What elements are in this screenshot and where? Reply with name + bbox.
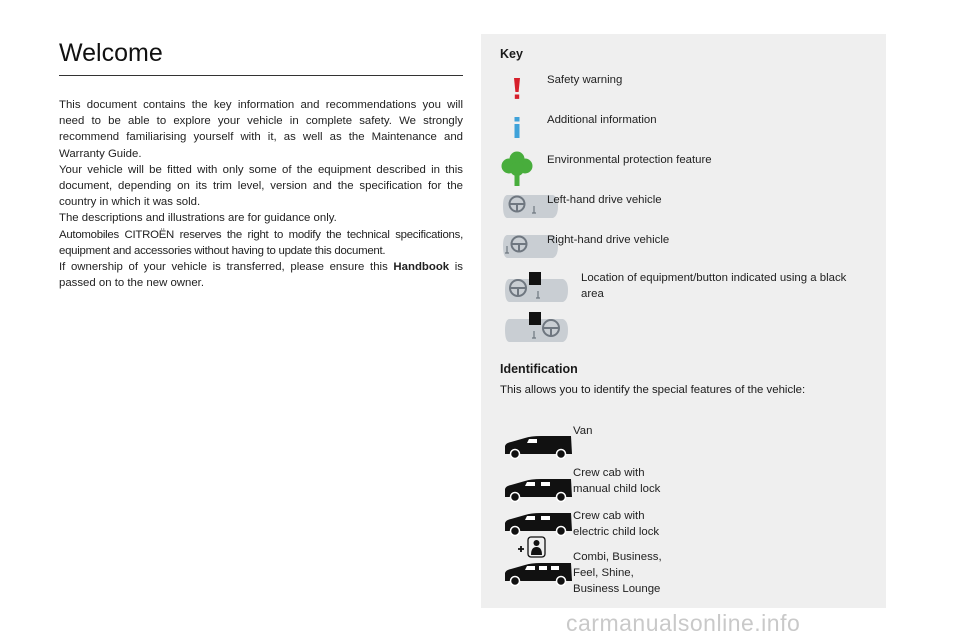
welcome-section xyxy=(59,38,463,291)
identification-description: This allows you to identify the special features of the vehicle: xyxy=(500,384,806,396)
exclamation-icon xyxy=(511,77,523,101)
tree-icon xyxy=(501,151,533,187)
identification-label-line: electric child lock xyxy=(573,526,660,538)
van-icon xyxy=(501,432,575,460)
identification-label-crew-manual xyxy=(573,465,660,497)
key-label-environment: Environmental protection feature xyxy=(547,154,712,166)
identification-label-line: Crew cab with xyxy=(573,510,645,522)
combi-icon xyxy=(501,559,575,587)
handbook-text-before: If ownership of your vehicle is transferred, please ensure this xyxy=(59,261,394,274)
dashboard-black-area-icon xyxy=(503,311,569,343)
watermark: carmanualsonline.info xyxy=(566,610,801,636)
identification-label-line: Feel, Shine, xyxy=(573,567,634,579)
identification-label-line: manual child lock xyxy=(573,483,661,495)
key-panel xyxy=(481,34,886,608)
title-divider xyxy=(59,75,463,76)
identification-label-line: Combi, Business, xyxy=(573,551,662,563)
key-label-black-area: Location of equipment/button indicated using a black area xyxy=(581,272,847,300)
identification-label-crew-electric xyxy=(573,508,659,540)
intro-text xyxy=(59,97,463,291)
key-label-rhd: Right-hand drive vehicle xyxy=(547,234,670,246)
intro-paragraph: Your vehicle will be fitted with only some of the equipment described in this document, depending on its trim level, version and the specification for the country in which it was sold. xyxy=(59,163,463,209)
intro-paragraph: Automobiles CITROËN reserves the right to modify the technical specifications, equipment and accessories without having to update this document. xyxy=(59,228,463,257)
key-label-lhd: Left-hand drive vehicle xyxy=(547,194,662,206)
info-icon xyxy=(511,116,523,140)
crew-cab-manual-icon xyxy=(501,475,575,503)
identification-label-line: Crew cab with xyxy=(573,467,645,479)
page-title: Welcome xyxy=(59,39,163,67)
key-label-safety: Safety warning xyxy=(547,74,623,86)
key-title: Key xyxy=(500,47,523,61)
identification-title: Identification xyxy=(500,362,578,376)
intro-paragraph: This document contains the key information and recommendations you will need to be able to explore your vehicle in complete safety. We strongly recommend familiarising yourself with it, as well as the Maintenance and Warranty Guide. xyxy=(59,99,463,160)
handbook-text-after: is passed on to the new owner. xyxy=(59,261,463,290)
identification-label-line: Business Lounge xyxy=(573,583,661,595)
handbook-bold: Handbook xyxy=(393,261,450,274)
dashboard-black-area-icon xyxy=(503,271,569,303)
crew-cab-electric-icon xyxy=(501,509,575,537)
key-label-info: Additional information xyxy=(547,114,657,126)
intro-paragraph: The descriptions and illustrations are for guidance only. xyxy=(59,212,337,225)
child-lock-icon xyxy=(517,535,547,559)
identification-label-combi xyxy=(573,549,662,597)
intro-paragraph-handbook xyxy=(59,259,463,291)
identification-label-van xyxy=(573,423,592,439)
identification-label-line: Van xyxy=(573,425,593,437)
